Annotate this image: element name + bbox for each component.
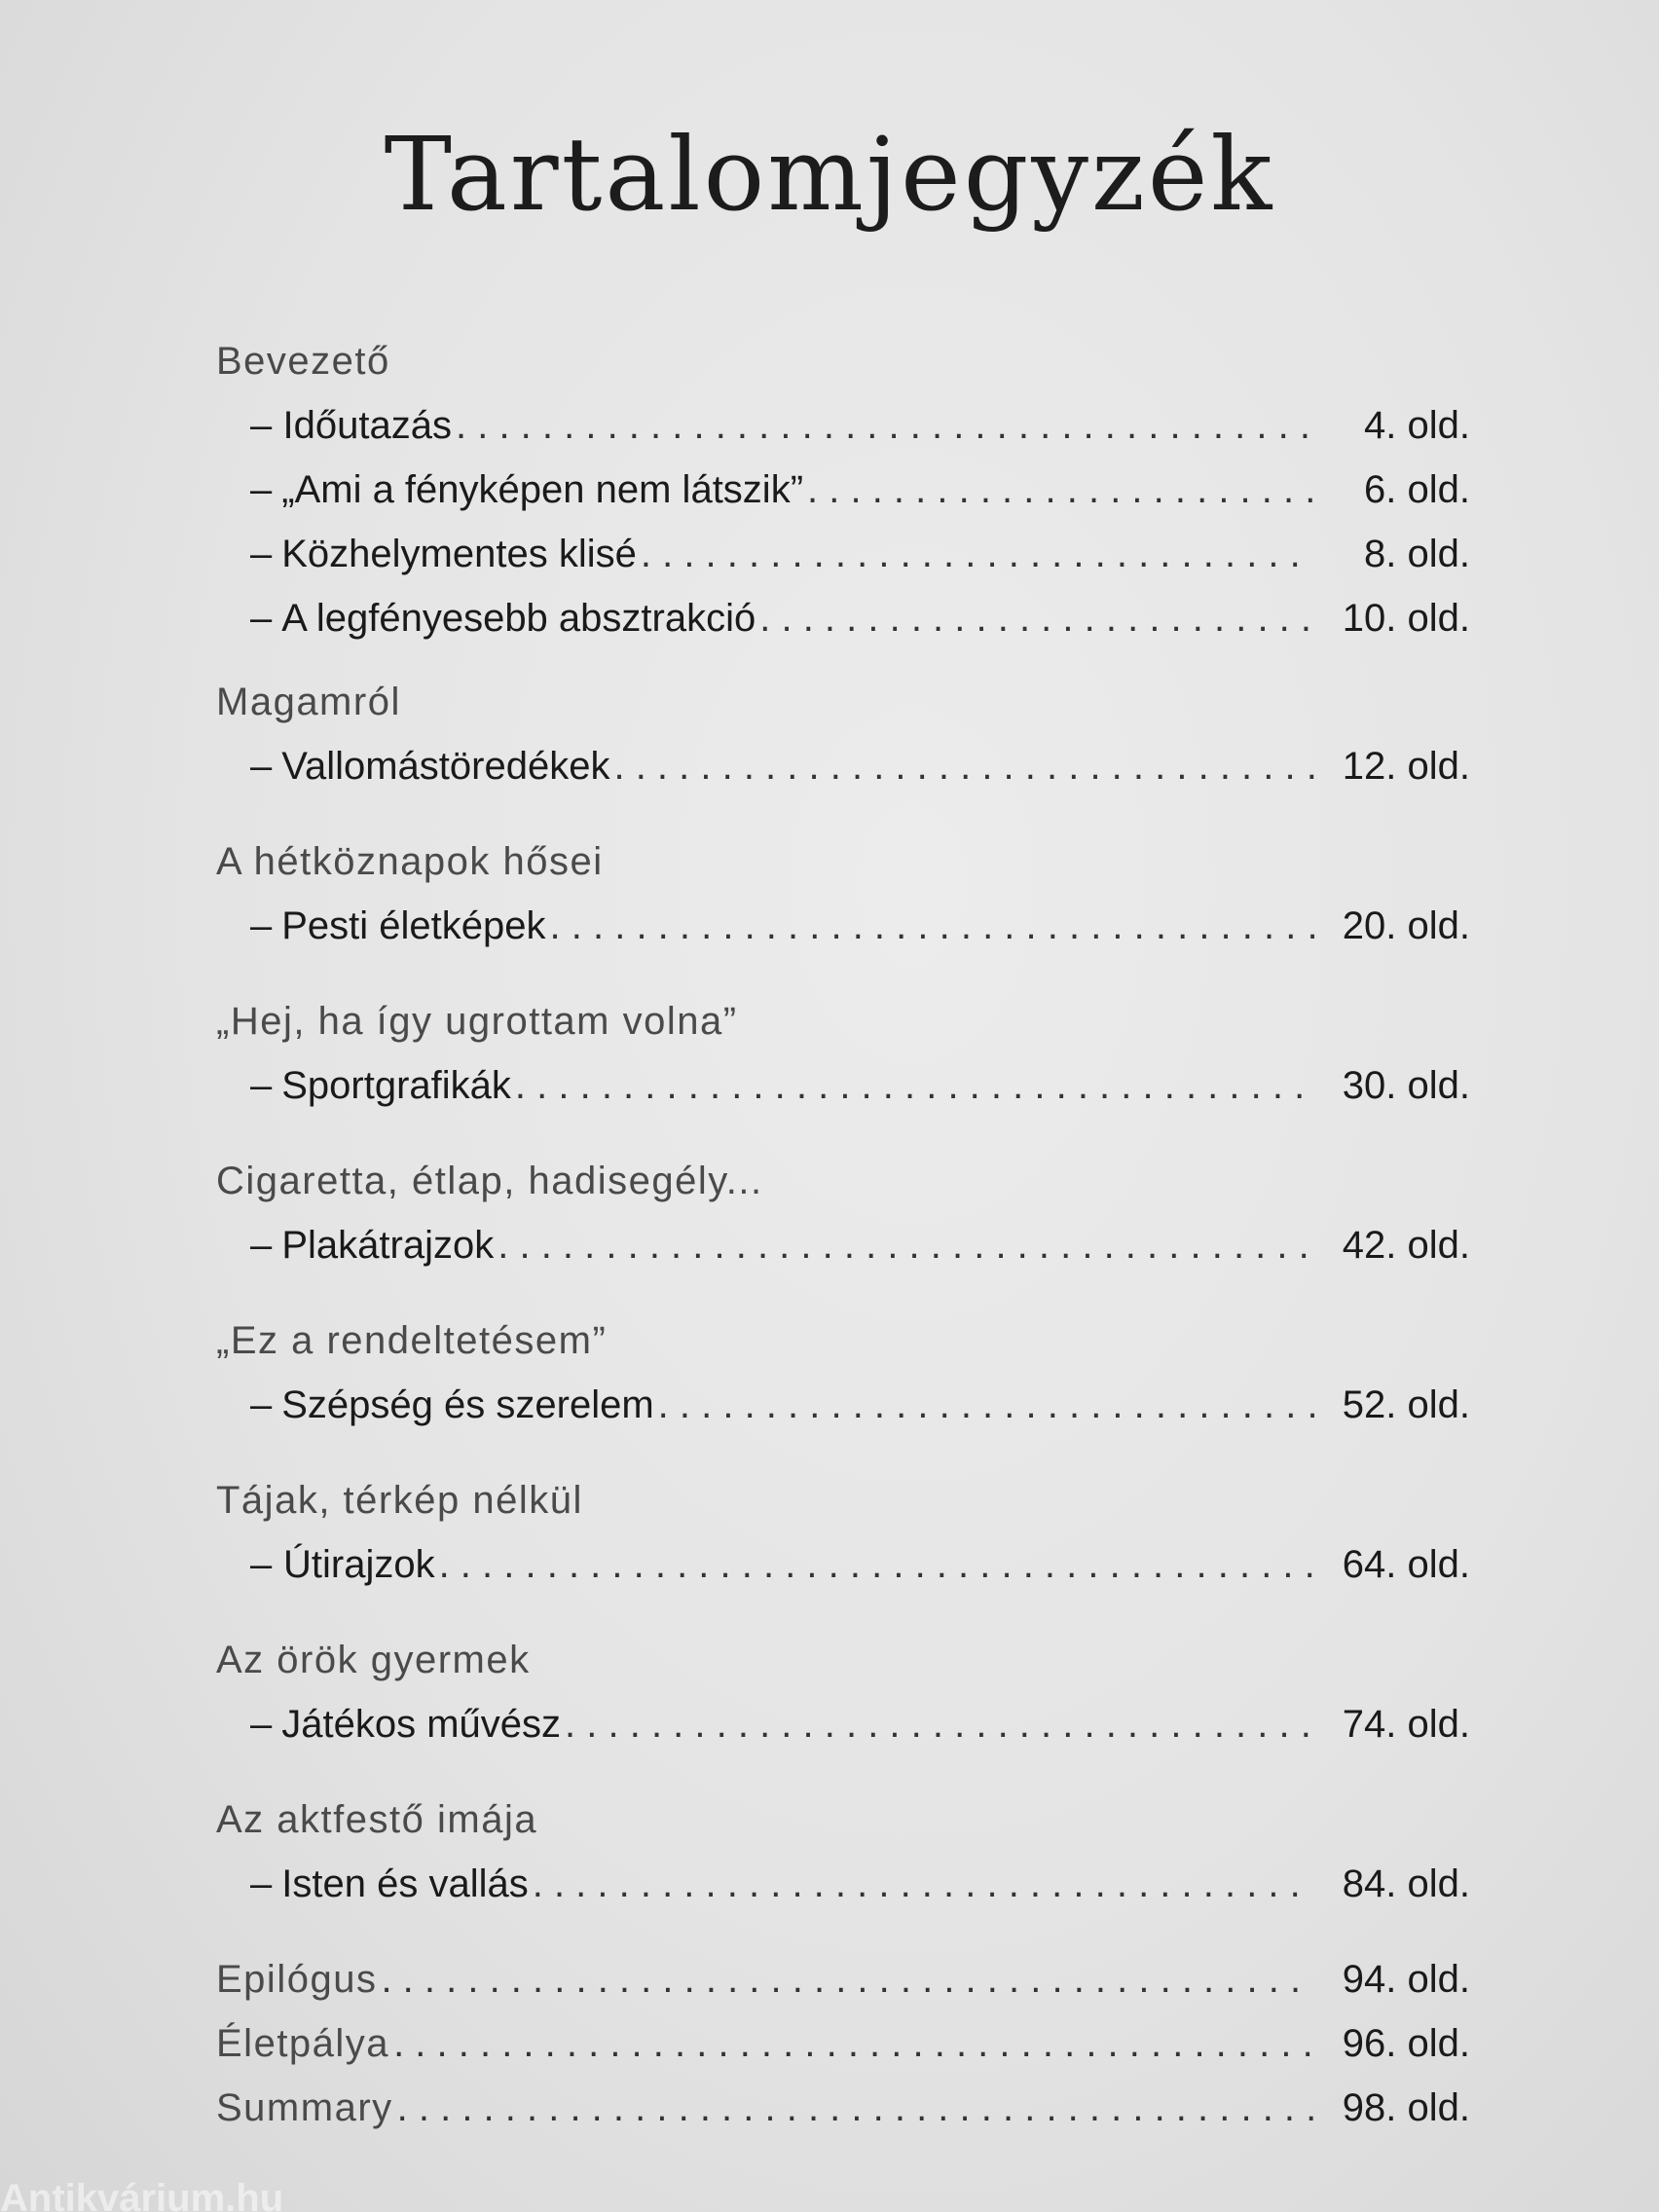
toc-entry: [216, 1852, 1470, 1916]
toc-group-bevezeto: [216, 329, 1470, 650]
section-heading: „Hej, ha így ugrottam volna”: [216, 1000, 738, 1043]
entry-label: Közhelymentes klisé: [281, 533, 637, 575]
toc-entry: [216, 1373, 1470, 1437]
section-heading: A hétköznapok hősei: [216, 840, 604, 883]
section-heading: Bevezető: [216, 340, 390, 383]
section-heading: Az örök gyermek: [216, 1639, 531, 1681]
toc-entry: [216, 1947, 1470, 2011]
dot-leader: [393, 2011, 1314, 2076]
dot-leader: [515, 1053, 1314, 1118]
entry-label: Időutazás: [282, 404, 452, 447]
entry-label: „Ami a fényképen nem látszik”: [281, 468, 804, 511]
toc-entry: [216, 2076, 1470, 2140]
toc-entry: [216, 734, 1470, 798]
toc-group-tajak: [216, 1468, 1470, 1597]
dot-leader: [533, 1852, 1314, 1916]
dot-leader: [498, 1213, 1314, 1277]
entry-label: A legfényesebb absztrakció: [281, 597, 756, 640]
entry-dash: –: [250, 1224, 273, 1267]
section-heading: Tájak, térkép nélkül: [216, 1479, 583, 1522]
toc-entry: [216, 1532, 1470, 1597]
toc-group-cigaretta: [216, 1149, 1470, 1277]
dot-leader: [381, 1947, 1314, 2011]
entry-dash: –: [250, 745, 273, 788]
section-heading: „Ez a rendeltetésem”: [216, 1319, 608, 1362]
dot-leader: [397, 2076, 1314, 2140]
dot-leader: [456, 393, 1314, 458]
entry-label: Szépség és szerelem: [281, 1383, 654, 1426]
toc-entry: [216, 393, 1470, 458]
entry-label: Summary: [216, 2086, 393, 2129]
entry-label: Plakátrajzok: [281, 1224, 495, 1267]
toc-group-end-matter: [216, 1947, 1470, 2140]
entry-page-number: 12. old.: [1342, 745, 1470, 788]
dot-leader: [613, 734, 1314, 798]
toc-entry: [216, 1053, 1470, 1118]
entry-dash: –: [250, 1383, 273, 1426]
entry-page-number: 96. old.: [1342, 2022, 1470, 2065]
entry-dash: –: [250, 533, 273, 575]
entry-page-number: 6. old.: [1364, 468, 1470, 511]
toc-entry: [216, 522, 1470, 586]
dot-leader: [641, 522, 1314, 586]
dot-leader: [759, 586, 1314, 650]
entry-page-number: 84. old.: [1342, 1862, 1470, 1905]
section-heading: Az aktfestő imája: [216, 1798, 538, 1841]
entry-page-number: 52. old.: [1342, 1383, 1470, 1426]
page-title: Tartalomjegyzék: [384, 115, 1275, 234]
toc-group-hetkoznapok: [216, 830, 1470, 958]
entry-page-number: 74. old.: [1342, 1703, 1470, 1746]
toc-group-hej: [216, 989, 1470, 1118]
entry-page-number: 94. old.: [1342, 1958, 1470, 2001]
entry-page-number: 10. old.: [1342, 597, 1470, 640]
entry-page-number: 42. old.: [1342, 1224, 1470, 1267]
entry-page-number: 98. old.: [1342, 2086, 1470, 2129]
toc-group-gyermek: [216, 1628, 1470, 1756]
entry-label: Isten és vallás: [281, 1862, 529, 1905]
toc-entry: [216, 458, 1470, 522]
entry-dash: –: [250, 597, 273, 640]
entry-dash: –: [250, 404, 273, 447]
entry-dash: –: [250, 1862, 273, 1905]
dot-leader: [550, 894, 1314, 958]
section-heading: Magamról: [216, 681, 401, 723]
toc-group-magamrol: [216, 670, 1470, 798]
dot-leader: [807, 458, 1314, 522]
entry-label: Útirajzok: [282, 1543, 435, 1586]
watermark: Antikvárium.hu: [0, 2177, 284, 2212]
entry-label: Pesti életképek: [281, 904, 546, 947]
entry-page-number: 4. old.: [1364, 404, 1470, 447]
entry-label: Sportgrafikák: [281, 1064, 511, 1107]
toc-entry: [216, 2011, 1470, 2076]
section-heading: Cigaretta, étlap, hadisegély...: [216, 1160, 763, 1202]
dot-leader: [658, 1373, 1314, 1437]
toc-group-rendeltetes: [216, 1309, 1470, 1437]
entry-page-number: 64. old.: [1342, 1543, 1470, 1586]
entry-dash: –: [250, 904, 273, 947]
toc-entry: [216, 586, 1470, 650]
entry-page-number: 30. old.: [1342, 1064, 1470, 1107]
entry-dash: –: [250, 1064, 273, 1107]
toc-entry: [216, 894, 1470, 958]
dot-leader: [565, 1692, 1314, 1756]
toc-entry: [216, 1692, 1470, 1756]
entry-page-number: 20. old.: [1342, 904, 1470, 947]
entry-label: Epilógus: [216, 1958, 378, 2001]
entry-label: Vallomástöredékek: [281, 745, 610, 788]
entry-label: Életpálya: [216, 2022, 390, 2065]
entry-label: Játékos művész: [281, 1703, 562, 1746]
entry-dash: –: [250, 1543, 273, 1586]
entry-dash: –: [250, 468, 273, 511]
dot-leader: [439, 1532, 1314, 1597]
entry-page-number: 8. old.: [1364, 533, 1470, 575]
toc-entry: [216, 1213, 1470, 1277]
table-of-contents: [216, 329, 1470, 2140]
entry-dash: –: [250, 1703, 273, 1746]
toc-group-aktfesto: [216, 1788, 1470, 1916]
